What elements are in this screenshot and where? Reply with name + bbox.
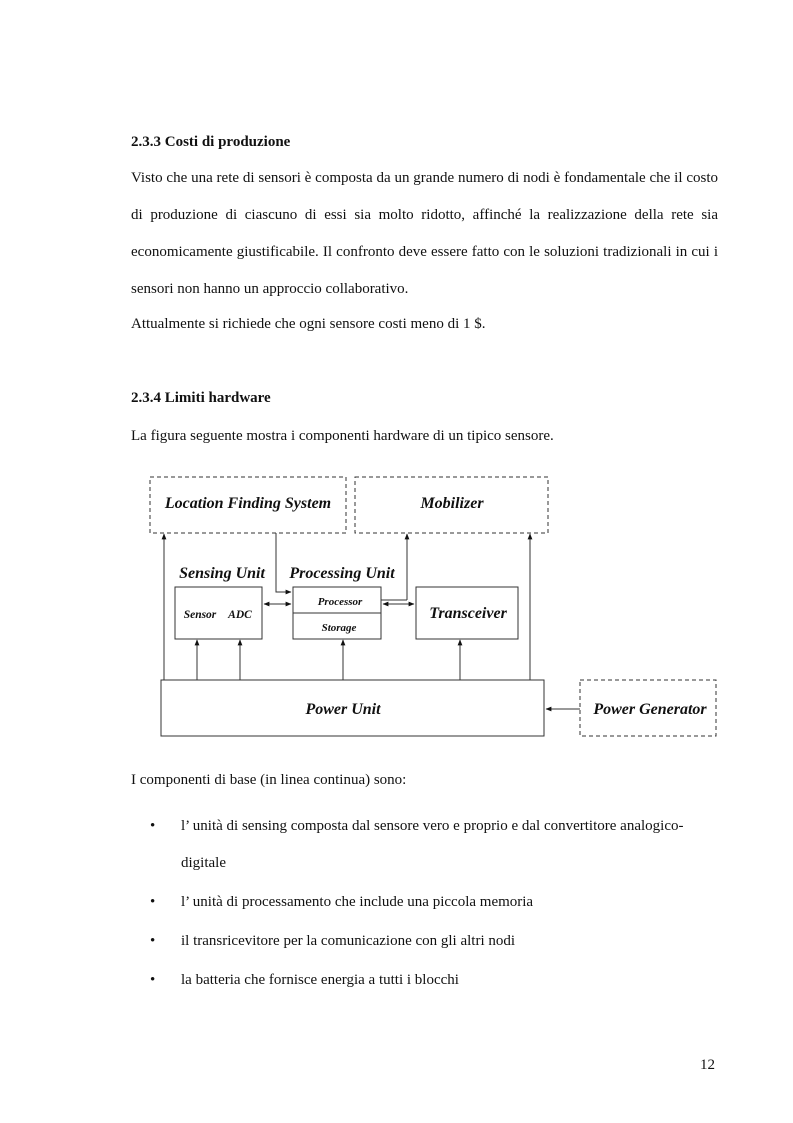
processing-unit-label: Processing Unit (289, 565, 395, 582)
list-item (150, 923, 720, 960)
list-item-text: l’ unità di processamento che include una piccola memoria (181, 894, 534, 910)
list-item (150, 808, 720, 882)
power-unit-label: Power Unit (305, 701, 381, 718)
power-generator-label: Power Generator (593, 701, 707, 718)
section-heading-limiti: 2.3.4 Limiti hardware (131, 390, 271, 406)
list-item-text: la batteria che fornisce energia a tutti i blocchi (181, 972, 459, 988)
processor-label: Processor (317, 596, 363, 608)
components-intro: I componenti di base (in linea continua) sono: (131, 772, 407, 788)
mobilizer-label: Mobilizer (420, 495, 484, 512)
location-finding-label: Location Finding System (164, 495, 332, 512)
storage-label: Storage (321, 622, 357, 634)
list-item (150, 884, 720, 921)
list-item (150, 962, 720, 999)
adc-label: ADC (228, 609, 252, 621)
bullet-icon: • (150, 972, 156, 988)
sensor-label: Sensor (183, 609, 217, 621)
page-number: 12 (700, 1057, 715, 1073)
sensing-unit-label: Sensing Unit (179, 565, 265, 582)
list-item-text: il transricevitore per la comunicazione con gli altri nodi (181, 933, 516, 949)
components-list (150, 808, 720, 1001)
section-heading-costi: 2.3.3 Costi di produzione (131, 134, 291, 150)
transceiver-label: Transceiver (429, 605, 507, 622)
bullet-icon: • (150, 818, 156, 834)
paragraph-costi: Visto che una rete di sensori è composta da un grande numero di nodi è fondamentale che il costo di produzione di ciascuno di essi sia molto ridotto, affinché la realizzazione della rete sia economicamente giustificabile. Il confronto deve essere fatto con le soluzioni tradizionali in cui i sensori non hanno un approccio collaborativo. (131, 170, 718, 297)
arrow-location-to-processing (276, 533, 291, 592)
sensor-hardware-diagram (0, 460, 793, 745)
figure-intro: La figura seguente mostra i componenti hardware di un tipico sensore. (131, 428, 554, 444)
bullet-icon: • (150, 933, 156, 949)
paragraph-costo-target: Attualmente si richiede che ogni sensore costi meno di 1 $. (131, 316, 486, 332)
bullet-icon: • (150, 894, 156, 910)
list-item-text: l’ unità di sensing composta dal sensore vero e proprio e dal convertitore analogico-digitale (181, 818, 684, 871)
